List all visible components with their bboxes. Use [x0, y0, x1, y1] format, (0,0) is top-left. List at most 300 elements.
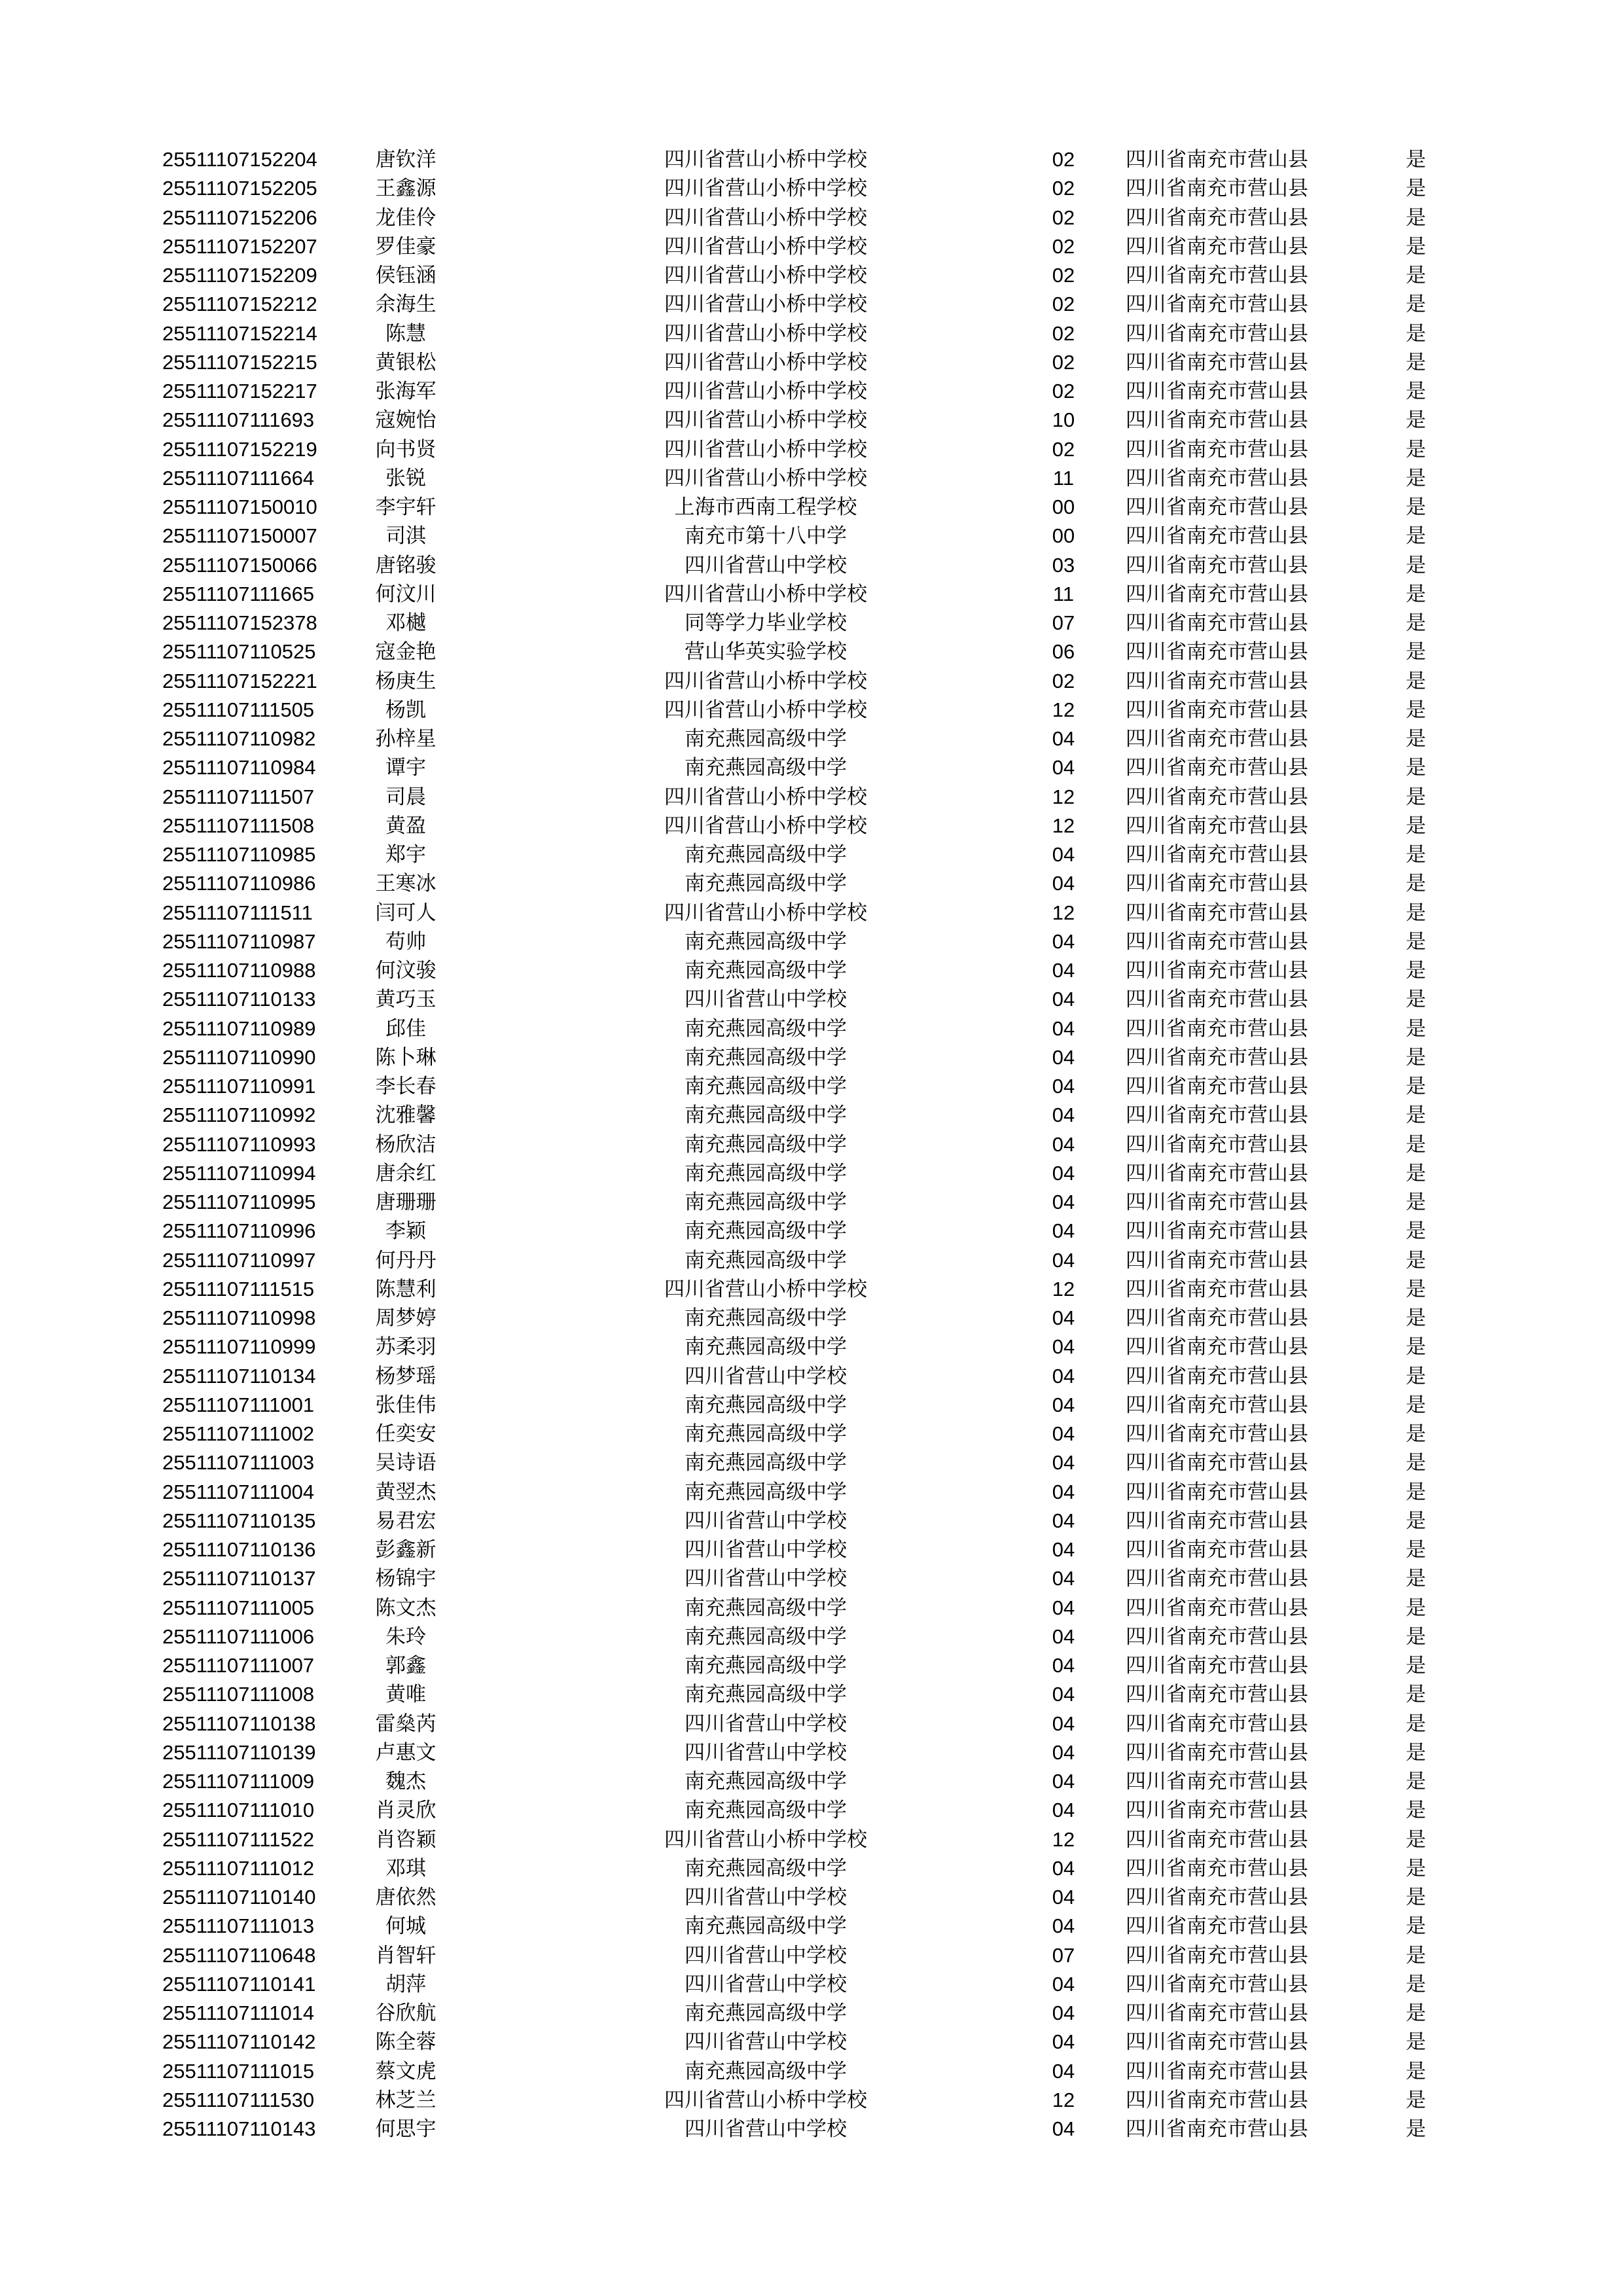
student-name-cell: 寇金艳 — [375, 640, 437, 664]
school-cell: 上海市西南工程学校 — [674, 495, 857, 519]
table-row — [0, 1275, 1623, 1304]
category-code-cell: 02 — [1052, 264, 1075, 287]
category-code-cell: 04 — [1052, 1886, 1075, 1909]
table-row — [0, 609, 1623, 637]
category-code-cell: 04 — [1052, 1538, 1075, 1561]
eligibility-flag-cell: 是 — [1406, 177, 1426, 201]
school-cell: 南充燕园高级中学 — [685, 1075, 847, 1098]
school-cell: 四川省营山小桥中学校 — [664, 901, 867, 925]
student-id-cell: 25511107110999 — [162, 1335, 316, 1359]
student-name-cell: 郭鑫 — [385, 1654, 426, 1677]
eligibility-flag-cell: 是 — [1406, 293, 1426, 317]
region-cell: 四川省南充市营山县 — [1126, 206, 1308, 230]
school-cell: 四川省营山小桥中学校 — [664, 408, 867, 433]
student-id-cell: 25511107111515 — [162, 1277, 315, 1300]
region-cell: 四川省南充市营山县 — [1126, 495, 1308, 519]
student-name-cell: 杨庚生 — [375, 669, 437, 693]
eligibility-flag-cell: 是 — [1406, 1451, 1426, 1475]
student-id-cell: 25511107110984 — [162, 756, 316, 780]
school-cell: 四川省营山中学校 — [685, 1364, 847, 1388]
eligibility-flag-cell: 是 — [1406, 350, 1426, 374]
student-id-cell: 25511107110140 — [162, 1886, 316, 1909]
eligibility-flag-cell: 是 — [1406, 611, 1426, 635]
eligibility-flag-cell: 是 — [1406, 1422, 1426, 1446]
region-cell: 四川省南充市营山县 — [1126, 1480, 1308, 1504]
school-cell: 南充燕园高级中学 — [685, 1683, 847, 1707]
table-row — [0, 1594, 1623, 1623]
category-code-cell: 04 — [1052, 1335, 1075, 1359]
region-cell: 四川省南充市营山县 — [1126, 293, 1308, 317]
student-id-cell: 25511107110138 — [162, 1712, 316, 1735]
category-code-cell: 04 — [1052, 1856, 1075, 1880]
student-id-cell: 25511107152378 — [162, 611, 317, 634]
student-name-cell: 王鑫源 — [375, 177, 437, 201]
eligibility-flag-cell: 是 — [1406, 756, 1426, 780]
school-cell: 四川省营山小桥中学校 — [664, 466, 867, 490]
eligibility-flag-cell: 是 — [1406, 2001, 1426, 2025]
student-name-cell: 苏柔羽 — [375, 1335, 437, 1359]
table-row — [0, 1159, 1623, 1188]
category-code-cell: 04 — [1052, 1740, 1075, 1764]
region-cell: 四川省南充市营山县 — [1126, 1740, 1308, 1765]
eligibility-flag-cell: 是 — [1406, 1624, 1426, 1649]
region-cell: 四川省南充市营山县 — [1126, 1856, 1308, 1880]
eligibility-flag-cell: 是 — [1406, 1480, 1426, 1504]
table-row — [0, 1535, 1623, 1564]
region-cell: 四川省南充市营山县 — [1126, 437, 1308, 461]
category-code-cell: 04 — [1052, 727, 1075, 750]
student-id-cell: 25511107110988 — [162, 959, 316, 982]
student-name-cell: 肖咨颖 — [375, 1827, 437, 1852]
student-id-cell: 25511107110525 — [162, 640, 316, 664]
eligibility-flag-cell: 是 — [1406, 1886, 1426, 1909]
school-cell: 四川省营山小桥中学校 — [664, 206, 867, 230]
table-row — [0, 1101, 1623, 1130]
region-cell: 四川省南充市营山县 — [1126, 929, 1308, 954]
student-name-cell: 杨梦瑶 — [375, 1364, 437, 1388]
table-row — [0, 956, 1623, 985]
student-id-cell: 25511107152212 — [162, 293, 317, 316]
eligibility-flag-cell: 是 — [1406, 1943, 1426, 1967]
school-cell: 南充燕园高级中学 — [685, 1856, 847, 1880]
eligibility-flag-cell: 是 — [1406, 1538, 1426, 1562]
region-cell: 四川省南充市营山县 — [1126, 1451, 1308, 1475]
category-code-cell: 12 — [1052, 2088, 1075, 2111]
category-code-cell: 04 — [1052, 1654, 1075, 1677]
school-cell: 四川省营山小桥中学校 — [664, 582, 867, 606]
student-name-cell: 黄翌杰 — [375, 1480, 437, 1504]
student-id-cell: 25511107110137 — [162, 1567, 316, 1590]
eligibility-flag-cell: 是 — [1406, 727, 1426, 751]
student-name-cell: 侯钰涵 — [375, 264, 437, 287]
school-cell: 四川省营山小桥中学校 — [664, 1827, 867, 1852]
school-cell: 南充燕园高级中学 — [685, 1335, 847, 1359]
table-row — [0, 1796, 1623, 1825]
region-cell: 四川省南充市营山县 — [1126, 553, 1308, 577]
category-code-cell: 02 — [1052, 380, 1075, 403]
school-cell: 南充燕园高级中学 — [685, 1422, 847, 1446]
eligibility-flag-cell: 是 — [1406, 1856, 1426, 1880]
student-id-cell: 25511107152206 — [162, 206, 317, 229]
eligibility-flag-cell: 是 — [1406, 437, 1426, 461]
eligibility-flag-cell: 是 — [1406, 1219, 1426, 1244]
region-cell: 四川省南充市营山县 — [1126, 1538, 1308, 1562]
table-row — [0, 753, 1623, 782]
category-code-cell: 04 — [1052, 756, 1075, 780]
eligibility-flag-cell: 是 — [1406, 495, 1426, 519]
eligibility-flag-cell: 是 — [1406, 2030, 1426, 2054]
student-id-cell: 25511107111007 — [162, 1654, 315, 1677]
student-name-cell: 龙佳伶 — [375, 206, 437, 230]
table-row — [0, 840, 1623, 869]
student-name-cell: 魏杰 — [385, 1770, 426, 1793]
table-row — [0, 580, 1623, 609]
student-name-cell: 陈卜琳 — [375, 1045, 437, 1069]
school-cell: 四川省营山小桥中学校 — [664, 380, 867, 403]
table-row — [0, 1623, 1623, 1651]
student-id-cell: 25511107110995 — [162, 1191, 316, 1213]
table-row — [0, 1130, 1623, 1159]
student-id-cell: 25511107111664 — [162, 466, 315, 490]
school-cell: 南充燕园高级中学 — [685, 1161, 847, 1185]
table-row — [0, 1854, 1623, 1883]
school-cell: 四川省营山中学校 — [685, 1538, 847, 1562]
table-row — [0, 667, 1623, 696]
student-name-cell: 郑宇 — [385, 843, 426, 867]
region-cell: 四川省南充市营山县 — [1126, 2030, 1308, 2054]
eligibility-flag-cell: 是 — [1406, 2059, 1426, 2083]
eligibility-flag-cell: 是 — [1406, 669, 1426, 693]
eligibility-flag-cell: 是 — [1406, 1683, 1426, 1707]
eligibility-flag-cell: 是 — [1406, 1972, 1426, 1996]
table-row — [0, 1362, 1623, 1391]
school-cell: 四川省营山中学校 — [685, 1712, 847, 1736]
student-id-cell: 25511107111004 — [162, 1480, 315, 1503]
school-cell: 四川省营山小桥中学校 — [664, 437, 867, 461]
school-cell: 南充燕园高级中学 — [685, 1103, 847, 1128]
eligibility-flag-cell: 是 — [1406, 380, 1426, 403]
category-code-cell: 04 — [1052, 1219, 1075, 1243]
region-cell: 四川省南充市营山县 — [1126, 1596, 1308, 1620]
student-id-cell: 25511107110648 — [162, 1943, 316, 1967]
category-code-cell: 04 — [1052, 1422, 1075, 1445]
student-id-cell: 25511107111522 — [162, 1827, 315, 1851]
student-name-cell: 陈慧 — [385, 321, 426, 346]
school-cell: 四川省营山小桥中学校 — [664, 264, 867, 287]
region-cell: 四川省南充市营山县 — [1126, 1016, 1308, 1041]
category-code-cell: 04 — [1052, 1914, 1075, 1938]
eligibility-flag-cell: 是 — [1406, 872, 1426, 896]
region-cell: 四川省南充市营山县 — [1126, 466, 1308, 490]
student-name-cell: 唐钦洋 — [375, 148, 437, 171]
category-code-cell: 04 — [1052, 1161, 1075, 1185]
table-row — [0, 406, 1623, 435]
student-id-cell: 25511107152215 — [162, 350, 317, 374]
region-cell: 四川省南充市营山县 — [1126, 1248, 1308, 1272]
student-id-cell: 25511107110139 — [162, 1740, 316, 1764]
student-id-cell: 25511107111008 — [162, 1683, 315, 1706]
category-code-cell: 04 — [1052, 1016, 1075, 1040]
student-id-cell: 25511107111002 — [162, 1422, 315, 1445]
eligibility-flag-cell: 是 — [1406, 901, 1426, 925]
region-cell: 四川省南充市营山县 — [1126, 1654, 1308, 1677]
student-name-cell: 唐铭骏 — [375, 553, 437, 577]
student-id-cell: 25511107110142 — [162, 2030, 316, 2054]
school-cell: 四川省营山小桥中学校 — [664, 321, 867, 346]
table-row — [0, 204, 1623, 232]
category-code-cell: 04 — [1052, 1972, 1075, 1996]
student-name-cell: 余海生 — [375, 293, 437, 317]
student-id-cell: 25511107152221 — [162, 669, 317, 692]
table-row — [0, 1912, 1623, 1941]
student-id-cell: 25511107150010 — [162, 495, 317, 518]
student-name-cell: 任奕安 — [375, 1422, 437, 1446]
region-cell: 四川省南充市营山县 — [1126, 1219, 1308, 1244]
region-cell: 四川省南充市营山县 — [1126, 380, 1308, 403]
region-cell: 四川省南充市营山县 — [1126, 1191, 1308, 1214]
category-code-cell: 12 — [1052, 814, 1075, 837]
region-cell: 四川省南充市营山县 — [1126, 1624, 1308, 1649]
category-code-cell: 02 — [1052, 321, 1075, 345]
eligibility-flag-cell: 是 — [1406, 785, 1426, 809]
school-cell: 南充燕园高级中学 — [685, 1393, 847, 1417]
table-row — [0, 522, 1623, 550]
student-name-cell: 张佳伟 — [375, 1393, 437, 1417]
table-row — [0, 1738, 1623, 1767]
student-name-cell: 易君宏 — [375, 1509, 437, 1533]
school-cell: 南充燕园高级中学 — [685, 1624, 847, 1649]
region-cell: 四川省南充市营山县 — [1126, 1683, 1308, 1707]
student-id-cell: 25511107111511 — [162, 901, 313, 924]
category-code-cell: 02 — [1052, 234, 1075, 258]
table-row — [0, 290, 1623, 319]
eligibility-flag-cell: 是 — [1406, 582, 1426, 606]
category-code-cell: 02 — [1052, 148, 1075, 171]
student-name-cell: 寇婉怡 — [375, 408, 437, 433]
school-cell: 南充市第十八中学 — [685, 524, 847, 548]
table-row — [0, 1710, 1623, 1738]
eligibility-flag-cell: 是 — [1406, 206, 1426, 230]
table-row — [0, 348, 1623, 377]
region-cell: 四川省南充市营山县 — [1126, 669, 1308, 693]
student-name-cell: 李颖 — [385, 1219, 426, 1244]
student-id-cell: 25511107110992 — [162, 1103, 316, 1127]
eligibility-flag-cell: 是 — [1406, 1914, 1426, 1939]
category-code-cell: 04 — [1052, 929, 1075, 953]
eligibility-flag-cell: 是 — [1406, 1132, 1426, 1157]
table-row — [0, 145, 1623, 174]
student-name-cell: 谷欣航 — [375, 2001, 437, 2025]
region-cell: 四川省南充市营山县 — [1126, 524, 1308, 548]
school-cell: 南充燕园高级中学 — [685, 727, 847, 751]
region-cell: 四川省南充市营山县 — [1126, 1770, 1308, 1793]
eligibility-flag-cell: 是 — [1406, 1335, 1426, 1359]
school-cell: 四川省营山小桥中学校 — [664, 177, 867, 201]
region-cell: 四川省南充市营山县 — [1126, 1886, 1308, 1909]
eligibility-flag-cell: 是 — [1406, 1016, 1426, 1041]
region-cell: 四川省南充市营山县 — [1126, 1132, 1308, 1157]
category-code-cell: 04 — [1052, 1683, 1075, 1706]
region-cell: 四川省南充市营山县 — [1126, 2088, 1308, 2112]
category-code-cell: 04 — [1052, 2030, 1075, 2054]
eligibility-flag-cell: 是 — [1406, 148, 1426, 171]
student-id-cell: 25511107111012 — [162, 1856, 315, 1880]
eligibility-flag-cell: 是 — [1406, 553, 1426, 577]
region-cell: 四川省南充市营山县 — [1126, 1914, 1308, 1939]
school-cell: 南充燕园高级中学 — [685, 1914, 847, 1939]
student-name-cell: 王寒冰 — [375, 872, 437, 896]
table-row — [0, 1420, 1623, 1448]
student-id-cell: 25511107110998 — [162, 1306, 316, 1329]
student-id-cell: 25511107111693 — [162, 408, 315, 432]
table-row — [0, 1014, 1623, 1043]
student-id-cell: 25511107152217 — [162, 380, 317, 403]
category-code-cell: 04 — [1052, 988, 1075, 1011]
category-code-cell: 04 — [1052, 2001, 1075, 2024]
table-row — [0, 493, 1623, 522]
school-cell: 南充燕园高级中学 — [685, 1132, 847, 1157]
region-cell: 四川省南充市营山县 — [1126, 350, 1308, 374]
student-id-cell: 25511107111006 — [162, 1624, 315, 1648]
category-code-cell: 04 — [1052, 2117, 1075, 2140]
school-cell: 四川省营山中学校 — [685, 2030, 847, 2054]
student-id-cell: 25511107110141 — [162, 1972, 316, 1996]
school-cell: 四川省营山小桥中学校 — [664, 785, 867, 809]
student-id-cell: 25511107152209 — [162, 264, 317, 287]
school-cell: 南充燕园高级中学 — [685, 872, 847, 896]
category-code-cell: 07 — [1052, 611, 1075, 634]
student-id-cell: 25511107152204 — [162, 148, 317, 171]
student-id-cell: 25511107111005 — [162, 1596, 315, 1619]
student-name-cell: 陈慧利 — [375, 1277, 437, 1301]
school-cell: 南充燕园高级中学 — [685, 1045, 847, 1069]
student-id-cell: 25511107111010 — [162, 1799, 315, 1822]
category-code-cell: 12 — [1052, 1827, 1075, 1851]
category-code-cell: 04 — [1052, 1480, 1075, 1503]
table-row — [0, 1941, 1623, 1970]
student-name-cell: 何汶川 — [375, 582, 437, 606]
category-code-cell: 02 — [1052, 206, 1075, 229]
student-id-cell: 25511107110987 — [162, 929, 316, 953]
table-row — [0, 725, 1623, 753]
category-code-cell: 04 — [1052, 1306, 1075, 1329]
eligibility-flag-cell: 是 — [1406, 1364, 1426, 1388]
school-cell: 四川省营山小桥中学校 — [664, 1277, 867, 1301]
eligibility-flag-cell: 是 — [1406, 843, 1426, 867]
region-cell: 四川省南充市营山县 — [1126, 698, 1308, 722]
student-name-cell: 肖智轩 — [375, 1943, 437, 1967]
eligibility-flag-cell: 是 — [1406, 1596, 1426, 1620]
student-id-cell: 25511107111013 — [162, 1914, 315, 1938]
school-cell: 南充燕园高级中学 — [685, 1191, 847, 1214]
eligibility-flag-cell: 是 — [1406, 1277, 1426, 1301]
student-id-cell: 25511107111505 — [162, 698, 315, 721]
student-name-cell: 李宇轩 — [375, 495, 437, 519]
table-row — [0, 2086, 1623, 2115]
school-cell: 四川省营山小桥中学校 — [664, 148, 867, 171]
student-name-cell: 邓琪 — [385, 1856, 426, 1880]
school-cell: 南充燕园高级中学 — [685, 1306, 847, 1330]
table-row — [0, 1391, 1623, 1420]
eligibility-flag-cell: 是 — [1406, 2088, 1426, 2112]
table-row — [0, 1188, 1623, 1217]
category-code-cell: 04 — [1052, 872, 1075, 895]
region-cell: 四川省南充市营山县 — [1126, 640, 1308, 664]
category-code-cell: 04 — [1052, 1191, 1075, 1213]
region-cell: 四川省南充市营山县 — [1126, 2117, 1308, 2141]
student-name-cell: 彭鑫新 — [375, 1538, 437, 1562]
region-cell: 四川省南充市营山县 — [1126, 321, 1308, 346]
student-name-cell: 林芝兰 — [375, 2088, 437, 2112]
table-row — [0, 1478, 1623, 1507]
school-cell: 四川省营山小桥中学校 — [664, 814, 867, 838]
table-row — [0, 1072, 1623, 1101]
table-row — [0, 435, 1623, 464]
table-row — [0, 637, 1623, 666]
region-cell: 四川省南充市营山县 — [1126, 1712, 1308, 1736]
category-code-cell: 07 — [1052, 1943, 1075, 1967]
school-cell: 南充燕园高级中学 — [685, 1596, 847, 1620]
school-cell: 南充燕园高级中学 — [685, 1480, 847, 1504]
table-row — [0, 985, 1623, 1014]
table-row — [0, 1043, 1623, 1072]
school-cell: 南充燕园高级中学 — [685, 2001, 847, 2025]
student-id-cell: 25511107110135 — [162, 1509, 316, 1532]
region-cell: 四川省南充市营山县 — [1126, 264, 1308, 287]
table-row — [0, 869, 1623, 898]
region-cell: 四川省南充市营山县 — [1126, 1364, 1308, 1388]
school-cell: 四川省营山中学校 — [685, 553, 847, 577]
table-row — [0, 1680, 1623, 1709]
category-code-cell: 04 — [1052, 1509, 1075, 1532]
school-cell: 四川省营山小桥中学校 — [664, 350, 867, 374]
eligibility-flag-cell: 是 — [1406, 408, 1426, 433]
student-name-cell: 孙梓星 — [375, 727, 437, 751]
student-name-cell: 邓樾 — [385, 611, 426, 635]
region-cell: 四川省南充市营山县 — [1126, 843, 1308, 867]
region-cell: 四川省南充市营山县 — [1126, 408, 1308, 433]
table-row — [0, 1651, 1623, 1680]
school-cell: 四川省营山中学校 — [685, 1972, 847, 1996]
table-row — [0, 377, 1623, 406]
school-cell: 四川省营山中学校 — [685, 1886, 847, 1909]
eligibility-flag-cell: 是 — [1406, 698, 1426, 722]
category-code-cell: 04 — [1052, 1712, 1075, 1735]
student-name-cell: 谭宇 — [385, 756, 426, 780]
table-row — [0, 1564, 1623, 1593]
school-cell: 南充燕园高级中学 — [685, 1219, 847, 1244]
school-cell: 南充燕园高级中学 — [685, 1799, 847, 1823]
student-id-cell: 25511107110136 — [162, 1538, 316, 1561]
student-name-cell: 闫可人 — [375, 901, 437, 925]
eligibility-flag-cell: 是 — [1406, 1827, 1426, 1852]
region-cell: 四川省南充市营山县 — [1126, 148, 1308, 171]
eligibility-flag-cell: 是 — [1406, 1248, 1426, 1272]
school-cell: 南充燕园高级中学 — [685, 1016, 847, 1041]
eligibility-flag-cell: 是 — [1406, 959, 1426, 982]
table-row — [0, 232, 1623, 261]
student-name-cell: 黄巧玉 — [375, 988, 437, 1012]
category-code-cell: 04 — [1052, 1103, 1075, 1127]
category-code-cell: 04 — [1052, 1799, 1075, 1822]
eligibility-flag-cell: 是 — [1406, 1161, 1426, 1185]
student-name-cell: 陈全蓉 — [375, 2030, 437, 2054]
eligibility-flag-cell: 是 — [1406, 321, 1426, 346]
student-name-cell: 司淇 — [385, 524, 426, 548]
category-code-cell: 00 — [1052, 524, 1075, 548]
eligibility-flag-cell: 是 — [1406, 1103, 1426, 1128]
category-code-cell: 04 — [1052, 1132, 1075, 1156]
